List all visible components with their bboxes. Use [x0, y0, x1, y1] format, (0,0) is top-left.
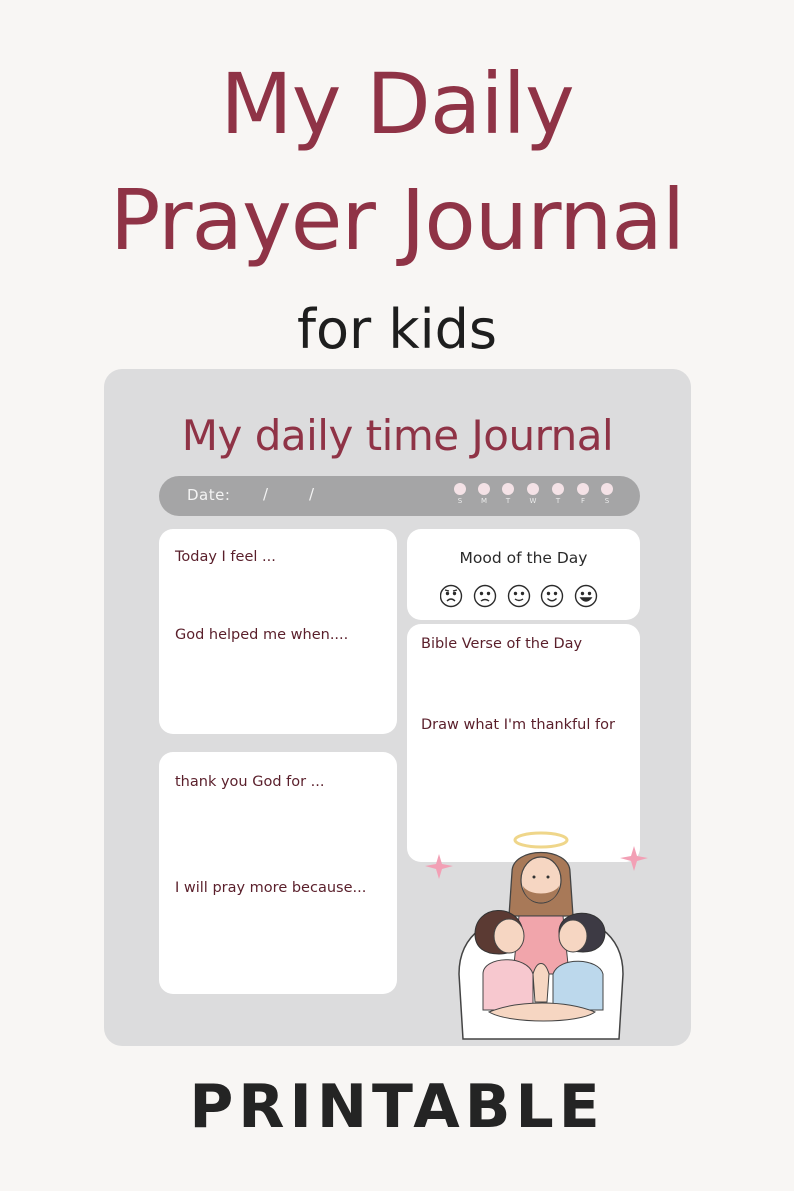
neutral-smile-face-icon	[509, 586, 530, 607]
printable-label: PRINTABLE	[189, 1072, 605, 1142]
feelings-card	[159, 529, 397, 734]
title-line-2: Prayer Journal	[109, 171, 685, 269]
weekday-s	[453, 483, 467, 505]
weekday-dot-icon	[478, 483, 490, 495]
weekday-label: S	[604, 497, 610, 505]
thank-you-god-prompt: thank you God for ...	[175, 774, 325, 790]
mood-card	[407, 529, 640, 620]
weekday-t2	[551, 483, 565, 505]
weekday-dot-icon	[454, 483, 466, 495]
weekday-m	[477, 483, 491, 505]
weekday-dot-icon	[577, 483, 589, 495]
weekday-label: T	[555, 497, 561, 505]
happy-face-icon	[576, 586, 597, 607]
jesus-hugging-children-illustration	[419, 824, 655, 1044]
sparkle-icon	[425, 854, 453, 879]
bible-verse-prompt: Bible Verse of the Day	[421, 636, 583, 652]
date-separator: /	[263, 485, 269, 503]
weekday-label: T	[505, 497, 511, 505]
weekday-label: M	[480, 497, 488, 505]
weekday-s2	[600, 483, 614, 505]
journal-title: My daily time Journal	[181, 411, 614, 460]
very-sad-face-icon	[441, 586, 462, 607]
gratitude-card	[159, 752, 397, 994]
weekday-dot-icon	[601, 483, 613, 495]
smile-face-icon	[542, 586, 563, 607]
date-bar	[159, 476, 640, 516]
pray-more-prompt: I will pray more because...	[175, 880, 367, 896]
title-line-1: My Daily	[220, 55, 574, 153]
weekday-label: S	[457, 497, 463, 505]
mood-faces	[440, 583, 610, 609]
weekday-dot-icon	[552, 483, 564, 495]
date-separator: /	[309, 485, 315, 503]
weekday-t	[501, 483, 515, 505]
journal-page-preview	[104, 369, 691, 1046]
mood-title: Mood of the Day	[459, 549, 588, 567]
sad-face-icon	[475, 586, 496, 607]
weekday-label: W	[529, 497, 537, 505]
draw-thankful-prompt: Draw what I'm thankful for	[421, 717, 615, 733]
today-i-feel-prompt: Today I feel ...	[175, 549, 276, 565]
subtitle: for kids	[296, 298, 498, 361]
god-helped-prompt: God helped me when....	[175, 627, 349, 643]
weekday-f	[576, 483, 590, 505]
date-label: Date:	[187, 486, 231, 504]
sparkle-icon	[620, 846, 648, 871]
weekday-label: F	[580, 497, 586, 505]
weekday-dot-icon	[502, 483, 514, 495]
weekday-dot-icon	[527, 483, 539, 495]
weekday-w	[526, 483, 540, 505]
